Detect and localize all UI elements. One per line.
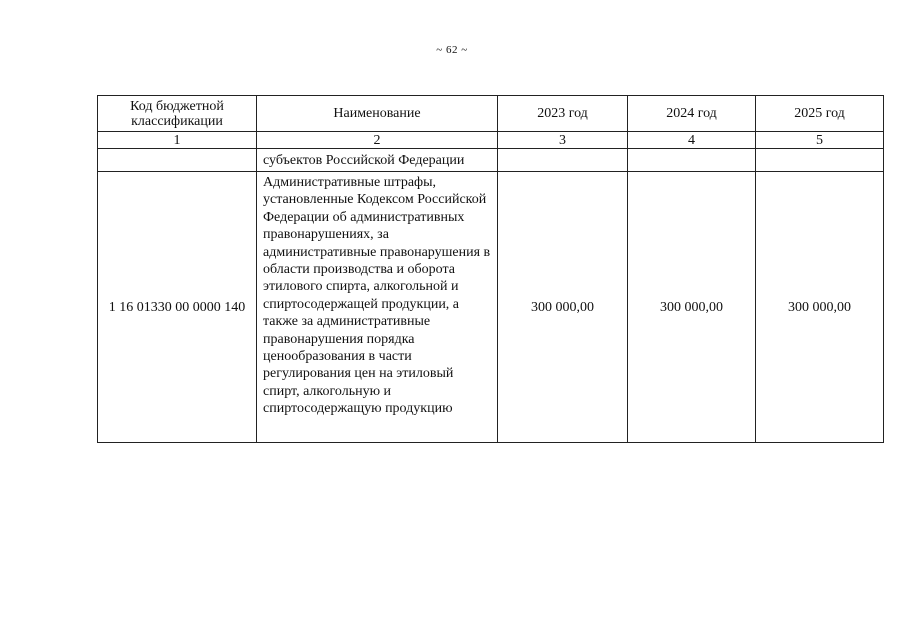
cell-code bbox=[98, 149, 257, 172]
budget-table bbox=[97, 95, 884, 443]
header-year-2024: 2024 год bbox=[628, 96, 756, 132]
header-name: Наименование bbox=[257, 96, 498, 132]
cell-value-2025: 300 000,00 bbox=[756, 172, 884, 443]
column-number: 3 bbox=[498, 132, 628, 149]
cell-value-2025 bbox=[756, 149, 884, 172]
cell-code: 1 16 01330 00 0000 140 bbox=[98, 172, 257, 443]
column-number: 1 bbox=[98, 132, 257, 149]
header-year-2023: 2023 год bbox=[498, 96, 628, 132]
table-row bbox=[98, 172, 884, 443]
cell-name: субъектов Российской Федерации bbox=[257, 149, 498, 172]
page-number: ~ 62 ~ bbox=[436, 44, 468, 56]
continuation-row bbox=[98, 149, 884, 172]
cell-name: Административные штрафы, установленные Кодексом Российской Федерации об административных правонарушениях, за административные правонарушения в области производства и оборота этилового спирта, алкогольной и спиртосодержащей продукции, а также за административные правонарушения порядка ценообразования в части регулирования цен на этиловый спирт, алкогольную и спиртосодержащую продукцию bbox=[257, 172, 498, 443]
cell-value-2024: 300 000,00 bbox=[628, 172, 756, 443]
header-year-2025: 2025 год bbox=[756, 96, 884, 132]
column-number: 5 bbox=[756, 132, 884, 149]
column-number-row bbox=[98, 132, 884, 149]
header-code: Код бюджетной классификации bbox=[98, 96, 257, 132]
column-number: 2 bbox=[257, 132, 498, 149]
table-header-row bbox=[98, 96, 884, 132]
cell-value-2024 bbox=[628, 149, 756, 172]
column-number: 4 bbox=[628, 132, 756, 149]
cell-value-2023: 300 000,00 bbox=[498, 172, 628, 443]
cell-value-2023 bbox=[498, 149, 628, 172]
